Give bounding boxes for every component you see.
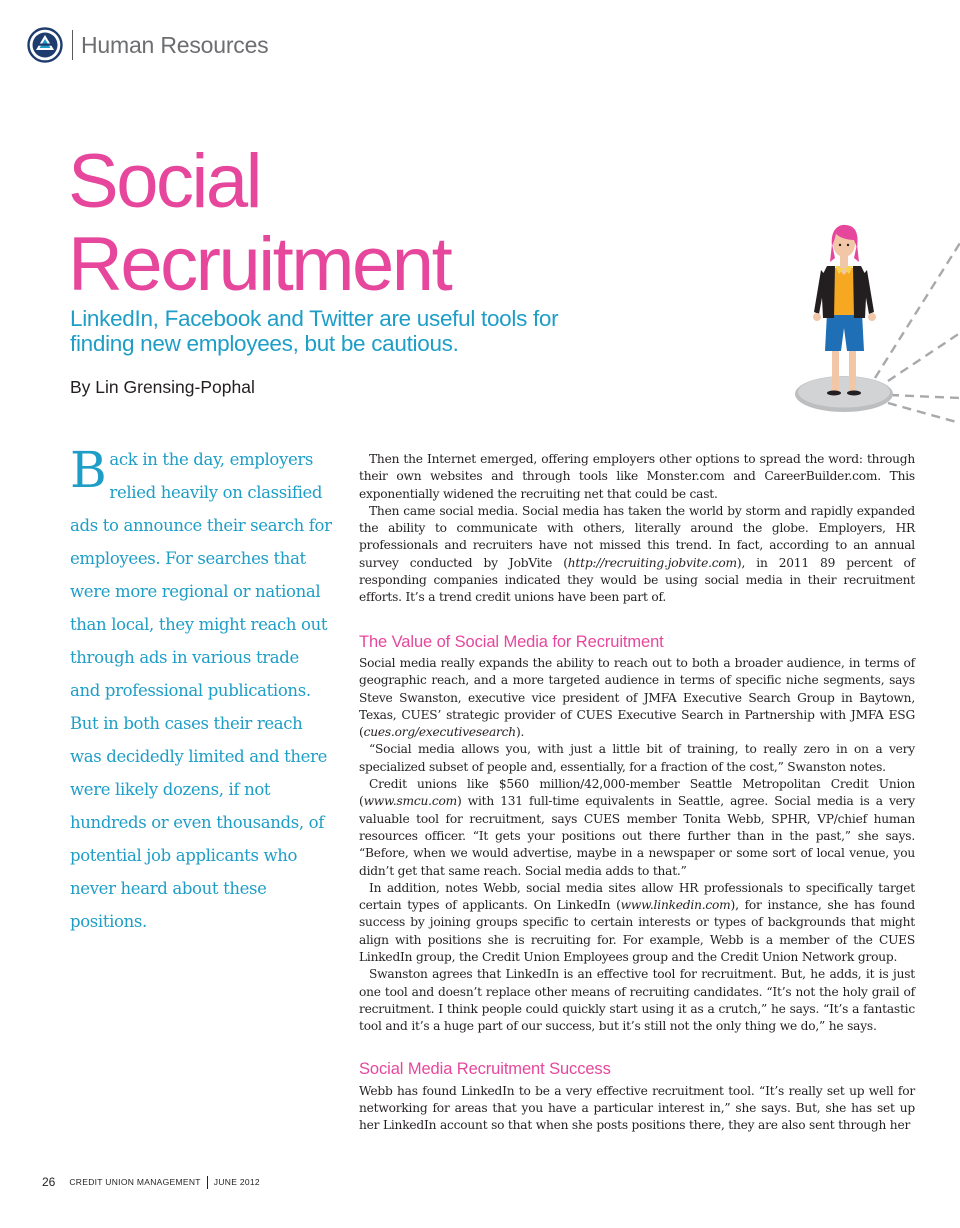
body-paragraph: Webb has found LinkedIn to be a very effective recruitment tool. “It’s really set up well for networking for areas that you have a particular interest in,” she says. But, she has set up her LinkedIn account so that when she posts positions there, they are also sent through her <box>359 1083 915 1133</box>
body-paragraph: Credit unions like $560 million/42,000-member Seattle Metropolitan Credit Union (www.smcu.com) with 131 full-time equivalents in Seattle, agree. Social media is a very valuable tool for recruitment, says CUES member Tonita Webb, SPHR, VP/chief human resources officer. “It gets your positions out there further than in the past,” she says. “Before, when we would advertise, maybe in a newspaper or some sort of local venue, you didn’t get that same reach. Social media adds to that.” <box>359 777 915 878</box>
article-subtitle: LinkedIn, Facebook and Twitter are useful tools for finding new employees, but be cautious. <box>70 306 559 356</box>
woman-on-platform-illustration <box>780 218 960 428</box>
page-footer <box>42 1175 260 1189</box>
drop-cap: B <box>70 441 107 499</box>
title-line-2: Recruitment <box>68 222 451 307</box>
article-body <box>359 451 915 1135</box>
footer-divider <box>207 1176 208 1189</box>
body-paragraph: Social media really expands the ability to reach out to both a broader audience, in terms of geographic reach, and a more targeted audience in terms of specific niche segments, says Steve Swanston, executive vice president of JMFA Executive Search Group in Baytown, Texas, CUES’ strategic provider of CUES Executive Search in Partnership with JMFA ESG (cues.org/executivesearch). <box>359 655 915 740</box>
linkedin-link[interactable]: www.linkedin.com <box>620 898 731 913</box>
body-paragraph: Then the Internet emerged, offering employers other options to spread the word: through their own websites and through tools like Monster.com and CareerBuilder.com. This exponentially widened the recruiting net that could be cast. <box>359 452 915 501</box>
page-number: 26 <box>42 1175 56 1189</box>
jobvite-link[interactable]: http://recruiting.jobvite.com <box>567 555 737 570</box>
section-name: Human Resources <box>81 31 269 58</box>
section-heading: Social Media Recruitment Success <box>359 1059 611 1078</box>
article-title <box>68 140 450 306</box>
body-paragraph: In addition, notes Webb, social media sites allow HR professionals to specifically target certain types of applicants. On LinkedIn (www.linkedin.com), for instance, she has found success by joining groups specific to certain interests or types of backgrounds that might align with positions she is recruiting for. For example, Webb is a member of the CUES LinkedIn group, the Credit Union Employees group and the Credit Union Network group. <box>359 880 915 965</box>
body-paragraph: Then came social media. Social media has taken the world by storm and rapidly expanded the ability to communicate with others, literally around the globe. Employers, HR professionals and recruiters have not missed this trend. In fact, according to an annual survey conducted by JobVite (http://recruiting.jobvite.com), in 2011 89 percent of responding companies indicated they would be using social media in their recruitment efforts. It’s a trend credit unions have been part of. <box>359 503 915 605</box>
smcu-link[interactable]: www.smcu.com <box>363 794 457 809</box>
header-divider <box>72 30 73 60</box>
intro-paragraph <box>70 443 332 938</box>
page-header <box>27 26 268 64</box>
cues-logo-icon <box>27 27 63 63</box>
publication-name: CREDIT UNION MANAGEMENT <box>69 1177 201 1187</box>
cues-link[interactable]: cues.org/executivesearch <box>363 725 516 740</box>
body-paragraph: Swanston agrees that LinkedIn is an effective tool for recruitment. But, he adds, it is just one tool and doesn’t replace other means of recruiting candidates. “It’s not the holy grail of recruitment. I think people could quickly start using it as a crutch,” he says. “It’s a fantastic tool and it’s a huge part of our success, but it’s still not the only thing we do,” he says. <box>359 967 915 1034</box>
section-heading: The Value of Social Media for Recruitment <box>359 632 664 651</box>
article-byline: By Lin Grensing-Pophal <box>70 377 255 397</box>
intro-text: ack in the day, employers relied heavily on classified ads to announce their search for employees. For searches that were more regional or national than local, they might reach out through ads in various trade and professional publications. But in both cases their reach was decidedly limited and there were likely dozens, if not hundreds or even thousands, of potential job applicants who never heard about these positions. <box>70 450 332 931</box>
issue-date: JUNE 2012 <box>213 1177 260 1187</box>
title-line-1: Social <box>68 139 260 224</box>
body-paragraph: “Social media allows you, with just a little bit of training, to really zero in on a very specialized subset of people and, essentially, for a fraction of the cost,” Swanston notes. <box>359 742 915 774</box>
